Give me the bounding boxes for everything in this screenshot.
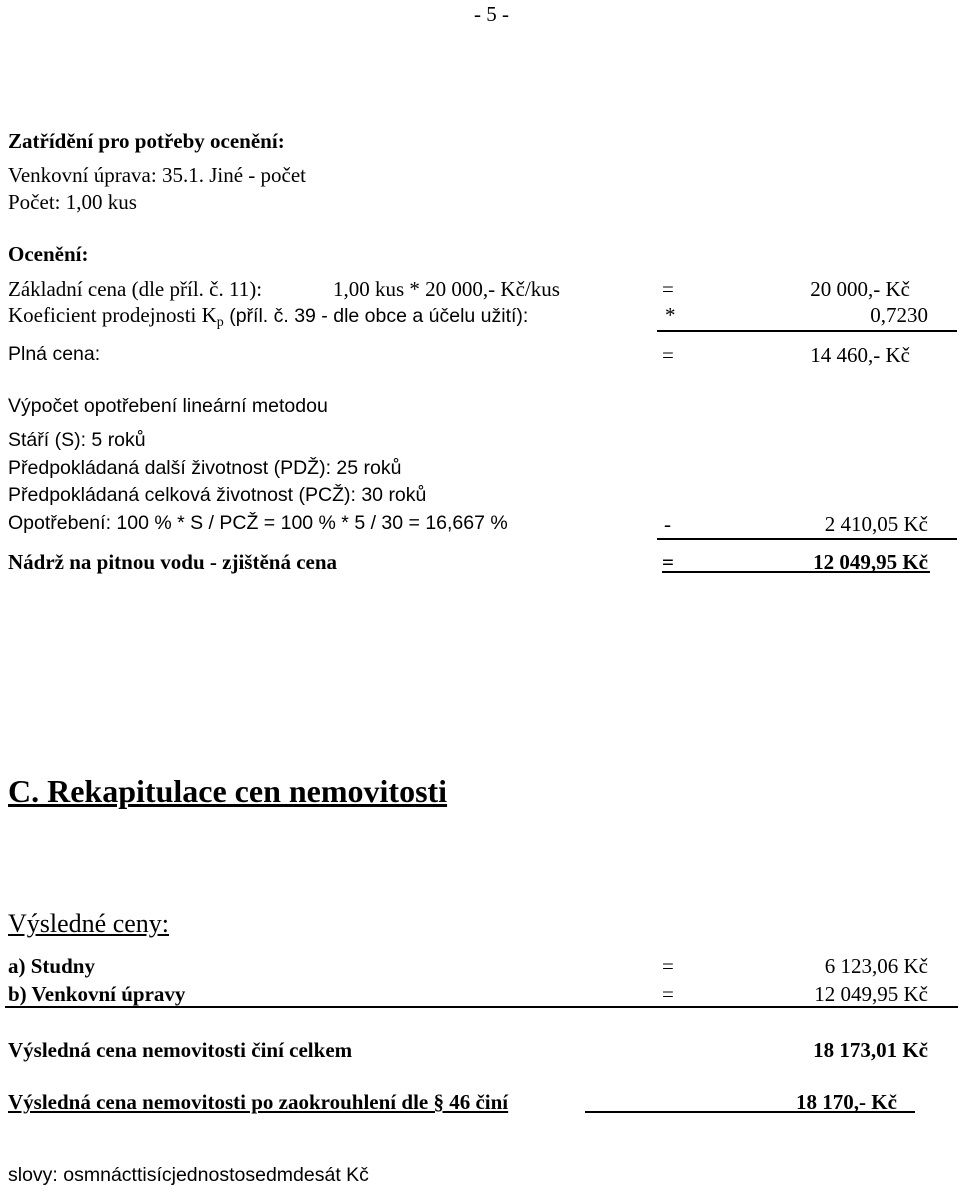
classification-line-2: Počet: 1,00 kus <box>8 190 137 214</box>
classification-heading: Zatřídění pro potřeby ocenění: <box>8 129 285 153</box>
full-price-value: 14 460,- Kč <box>810 343 910 367</box>
depreciation-operator: - <box>664 512 671 536</box>
coefficient-operator: * <box>665 303 676 327</box>
base-price-operator: = <box>662 277 674 301</box>
results-heading: Výsledné ceny: <box>8 909 170 938</box>
rounded-label: Výsledná cena nemovitosti po zaokrouhlení dle § 46 činí <box>8 1090 509 1114</box>
full-price-label: Plná cena: <box>8 343 101 365</box>
depreciation-pdz: Předpokládaná další životnost (PDŽ): 25 roků <box>8 457 402 479</box>
tank-price-value: 12 049,95 Kč <box>813 550 928 574</box>
page-number: - 5 - <box>474 2 509 26</box>
depreciation-age: Stáří (S): 5 roků <box>8 429 146 451</box>
base-price-calc: 1,00 kus * 20 000,- Kč/kus <box>333 277 560 301</box>
amount-in-words: slovy: osmnácttisícjednostosedmdesát Kč <box>8 1164 369 1186</box>
coefficient-label <box>8 303 529 330</box>
rounded-value: 18 170,- Kč <box>796 1090 897 1114</box>
depreciation-calc: Opotřebení: 100 % * S / PCŽ = 100 % * 5 / 30 = 16,667 % <box>8 512 508 534</box>
result-item-label: b) Venkovní úpravy <box>8 982 186 1006</box>
depreciation-title: Výpočet opotřebení lineární metodou <box>8 395 328 417</box>
result-item-operator: = <box>662 954 674 978</box>
base-price-value: 20 000,- Kč <box>810 277 910 301</box>
tank-price-underline <box>662 571 930 573</box>
total-value: 18 173,01 Kč <box>813 1038 928 1062</box>
total-label: Výsledná cena nemovitosti činí celkem <box>8 1038 353 1062</box>
valuation-heading: Ocenění: <box>8 242 89 266</box>
result-item-label: a) Studny <box>8 954 95 978</box>
depreciation-rule <box>657 538 957 540</box>
base-price-label: Základní cena (dle příl. č. 11): <box>8 277 263 301</box>
classification-line-1: Venkovní úprava: 35.1. Jiné - počet <box>8 163 307 187</box>
coefficient-label-rest: (příl. č. 39 - dle obce a účelu užití): <box>223 305 529 327</box>
depreciation-pcz: Předpokládaná celková životnost (PCŽ): 30 roků <box>8 484 427 506</box>
coefficient-rule <box>657 330 957 332</box>
tank-price-label: Nádrž na pitnou vodu - zjištěná cena <box>8 550 338 574</box>
result-item-operator: = <box>662 982 674 1006</box>
depreciation-value: 2 410,05 Kč <box>824 512 928 536</box>
results-rule <box>5 1006 958 1008</box>
coefficient-subscript: p <box>216 315 224 330</box>
tank-price-operator: = <box>662 550 674 574</box>
coefficient-label-main: Koeficient prodejnosti K <box>8 303 217 327</box>
result-item-value: 12 049,95 Kč <box>814 982 928 1006</box>
full-price-operator: = <box>662 343 674 367</box>
rounded-underline <box>585 1111 915 1113</box>
recap-title: C. Rekapitulace cen nemovitosti <box>8 773 448 809</box>
result-item-value: 6 123,06 Kč <box>824 954 928 978</box>
coefficient-value: 0,7230 <box>870 303 928 327</box>
